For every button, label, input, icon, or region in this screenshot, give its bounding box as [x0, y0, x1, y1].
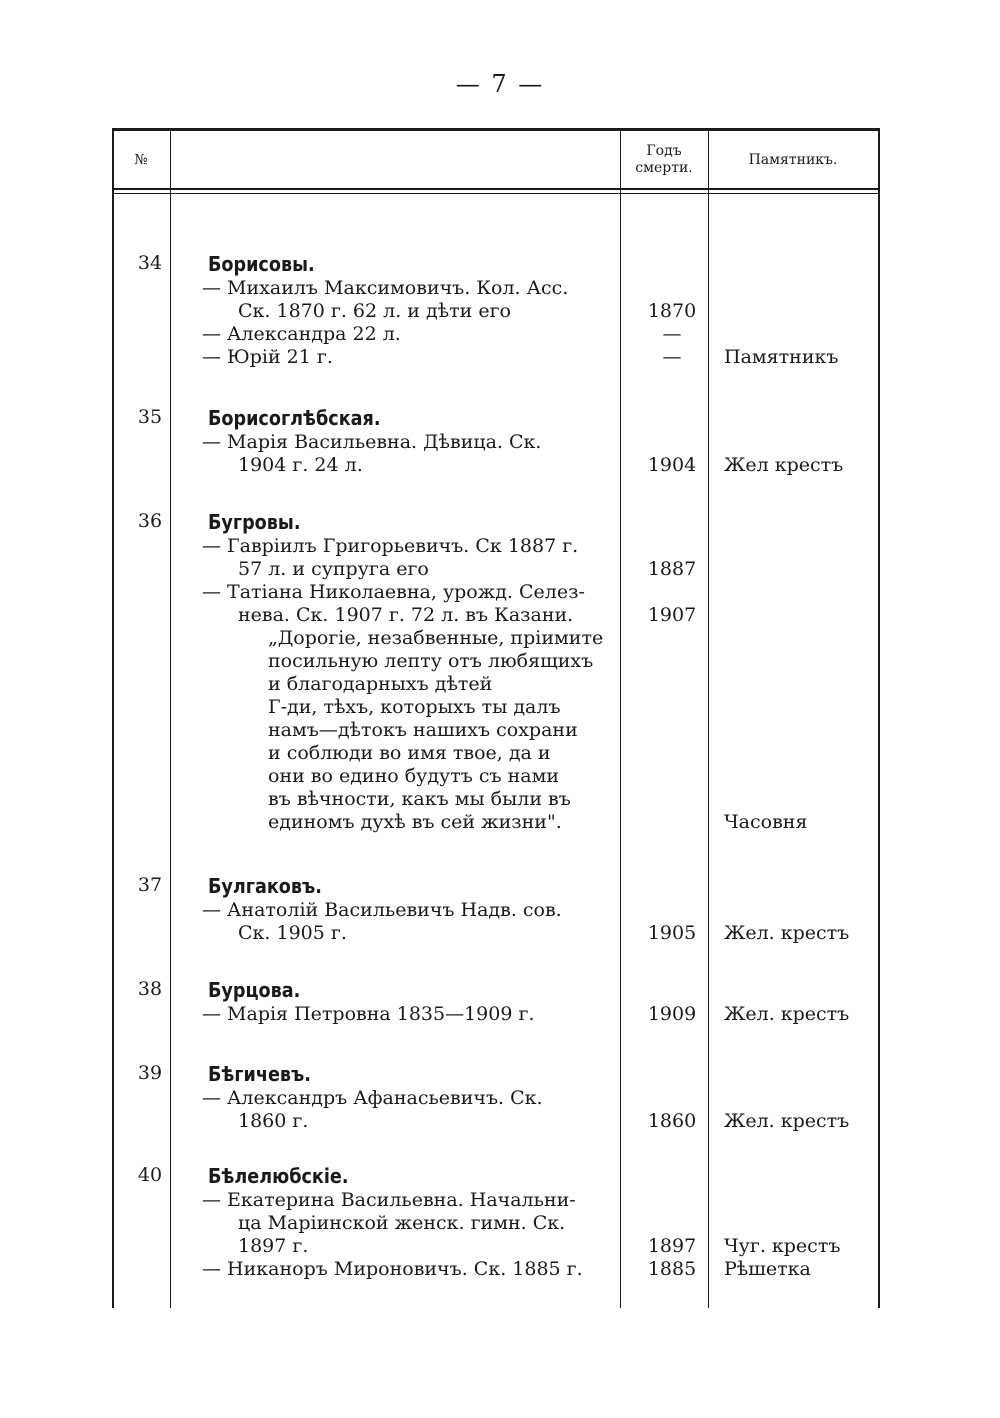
entry-number: 34 — [137, 252, 163, 274]
entry-line: 1904 г. 24 л. — [238, 454, 363, 476]
epitaph-line: единомъ духѣ въ сей жизни". — [268, 811, 562, 833]
entry-line: — Татіана Николаевна, урожд. Селез- — [202, 581, 585, 603]
death-year: 1870 — [647, 300, 697, 322]
entry-line: — Марія Васильевна. Дѣвица. Ск. — [202, 431, 542, 453]
death-year: 1897 — [647, 1235, 697, 1257]
epitaph-line: намъ—дѣтокъ нашихъ сохрани — [268, 719, 578, 741]
header-monument: Памятникъ. — [748, 151, 838, 168]
entry-line: — Михаилъ Максимовичъ. Кол. Асс. — [202, 277, 569, 299]
header-bottom-rule-double — [112, 193, 880, 194]
family-name: Борисовы. — [208, 252, 315, 276]
death-year: 1907 — [647, 604, 697, 626]
monument-type: Рѣшетка — [724, 1258, 811, 1280]
epitaph-line: „Дорогіе, незабвенные, пріимите — [268, 627, 604, 649]
entry-line: 1897 г. — [238, 1235, 309, 1257]
monument-type: Часовня — [724, 811, 808, 833]
entry-line: 57 л. и супруга его — [238, 558, 429, 580]
column-divider-left — [112, 131, 114, 1308]
epitaph-line: они во едино будутъ съ нами — [268, 765, 560, 787]
death-year: 1905 — [647, 922, 697, 944]
monument-type: Жел. крестъ — [724, 1110, 850, 1132]
family-name: Бѣгичевъ. — [208, 1062, 311, 1086]
death-year: — — [662, 323, 682, 345]
death-year: 1860 — [647, 1110, 697, 1132]
entry-line: ца Маріинской женск. гимн. Ск. — [238, 1212, 566, 1234]
death-year: 1904 — [647, 454, 697, 476]
entry-number: 39 — [137, 1062, 163, 1084]
epitaph-line: и соблюди во имя твое, да и — [268, 742, 551, 764]
family-name: Борисоглѣбская. — [208, 406, 381, 430]
header-year-line2: смерти. — [635, 160, 693, 176]
monument-type: Жел крестъ — [724, 454, 844, 476]
entry-line: — Юрій 21 г. — [202, 346, 333, 368]
family-name: Бѣлелюбскіе. — [208, 1164, 349, 1188]
entry-number: 37 — [137, 874, 163, 896]
entry-line: — Гавріилъ Григорьевичъ. Ск 1887 г. — [202, 535, 579, 557]
family-name: Бурцова. — [208, 978, 301, 1002]
death-year: — — [662, 346, 682, 368]
table-top-rule — [112, 128, 880, 131]
header-num: № — [134, 151, 148, 168]
monument-type: Жел. крестъ — [724, 1003, 850, 1025]
epitaph-line: и благодарныхъ дѣтей — [268, 673, 493, 695]
monument-type: Жел. крестъ — [724, 922, 850, 944]
entry-line: — Анатолій Васильевичъ Надв. сов. — [202, 899, 562, 921]
entry-number: 38 — [137, 978, 163, 1000]
header-year-line1: Годъ — [646, 143, 682, 159]
entry-line: — Александръ Афанасьевичъ. Ск. — [202, 1087, 543, 1109]
entry-line: — Екатерина Васильевна. Начальни- — [202, 1189, 576, 1211]
entry-number: 35 — [137, 406, 163, 428]
epitaph-line: въ вѣчности, какъ мы были въ — [268, 788, 571, 810]
header-year — [620, 134, 708, 186]
epitaph-line: Г-ди, тѣхъ, которыхъ ты далъ — [268, 696, 561, 718]
family-name: Булгаковъ. — [208, 874, 322, 898]
header-bottom-rule — [112, 188, 880, 190]
page-number: — 7 — — [455, 70, 545, 98]
burial-register-table — [112, 128, 880, 1308]
monument-type: Памятникъ — [724, 346, 839, 368]
entry-line: Ск. 1870 г. 62 л. и дѣти его — [238, 300, 511, 322]
column-divider-num — [170, 131, 171, 1308]
entry-number: 36 — [137, 510, 163, 532]
entry-line: — Никаноръ Мироновичъ. Ск. 1885 г. — [202, 1258, 583, 1280]
entry-line: — Александра 22 л. — [202, 323, 401, 345]
death-year: 1885 — [647, 1258, 697, 1280]
epitaph-line: посильную лепту отъ любящихъ — [268, 650, 594, 672]
family-name: Бугровы. — [208, 510, 301, 534]
entry-line: 1860 г. — [238, 1110, 309, 1132]
entry-line: нева. Ск. 1907 г. 72 л. въ Казани. — [238, 604, 574, 626]
death-year: 1909 — [647, 1003, 697, 1025]
monument-type: Чуг. крестъ — [724, 1235, 841, 1257]
death-year: 1887 — [647, 558, 697, 580]
entry-number: 40 — [137, 1164, 163, 1186]
entry-line: — Марія Петровна 1835—1909 г. — [202, 1003, 535, 1025]
entry-line: Ск. 1905 г. — [238, 922, 347, 944]
